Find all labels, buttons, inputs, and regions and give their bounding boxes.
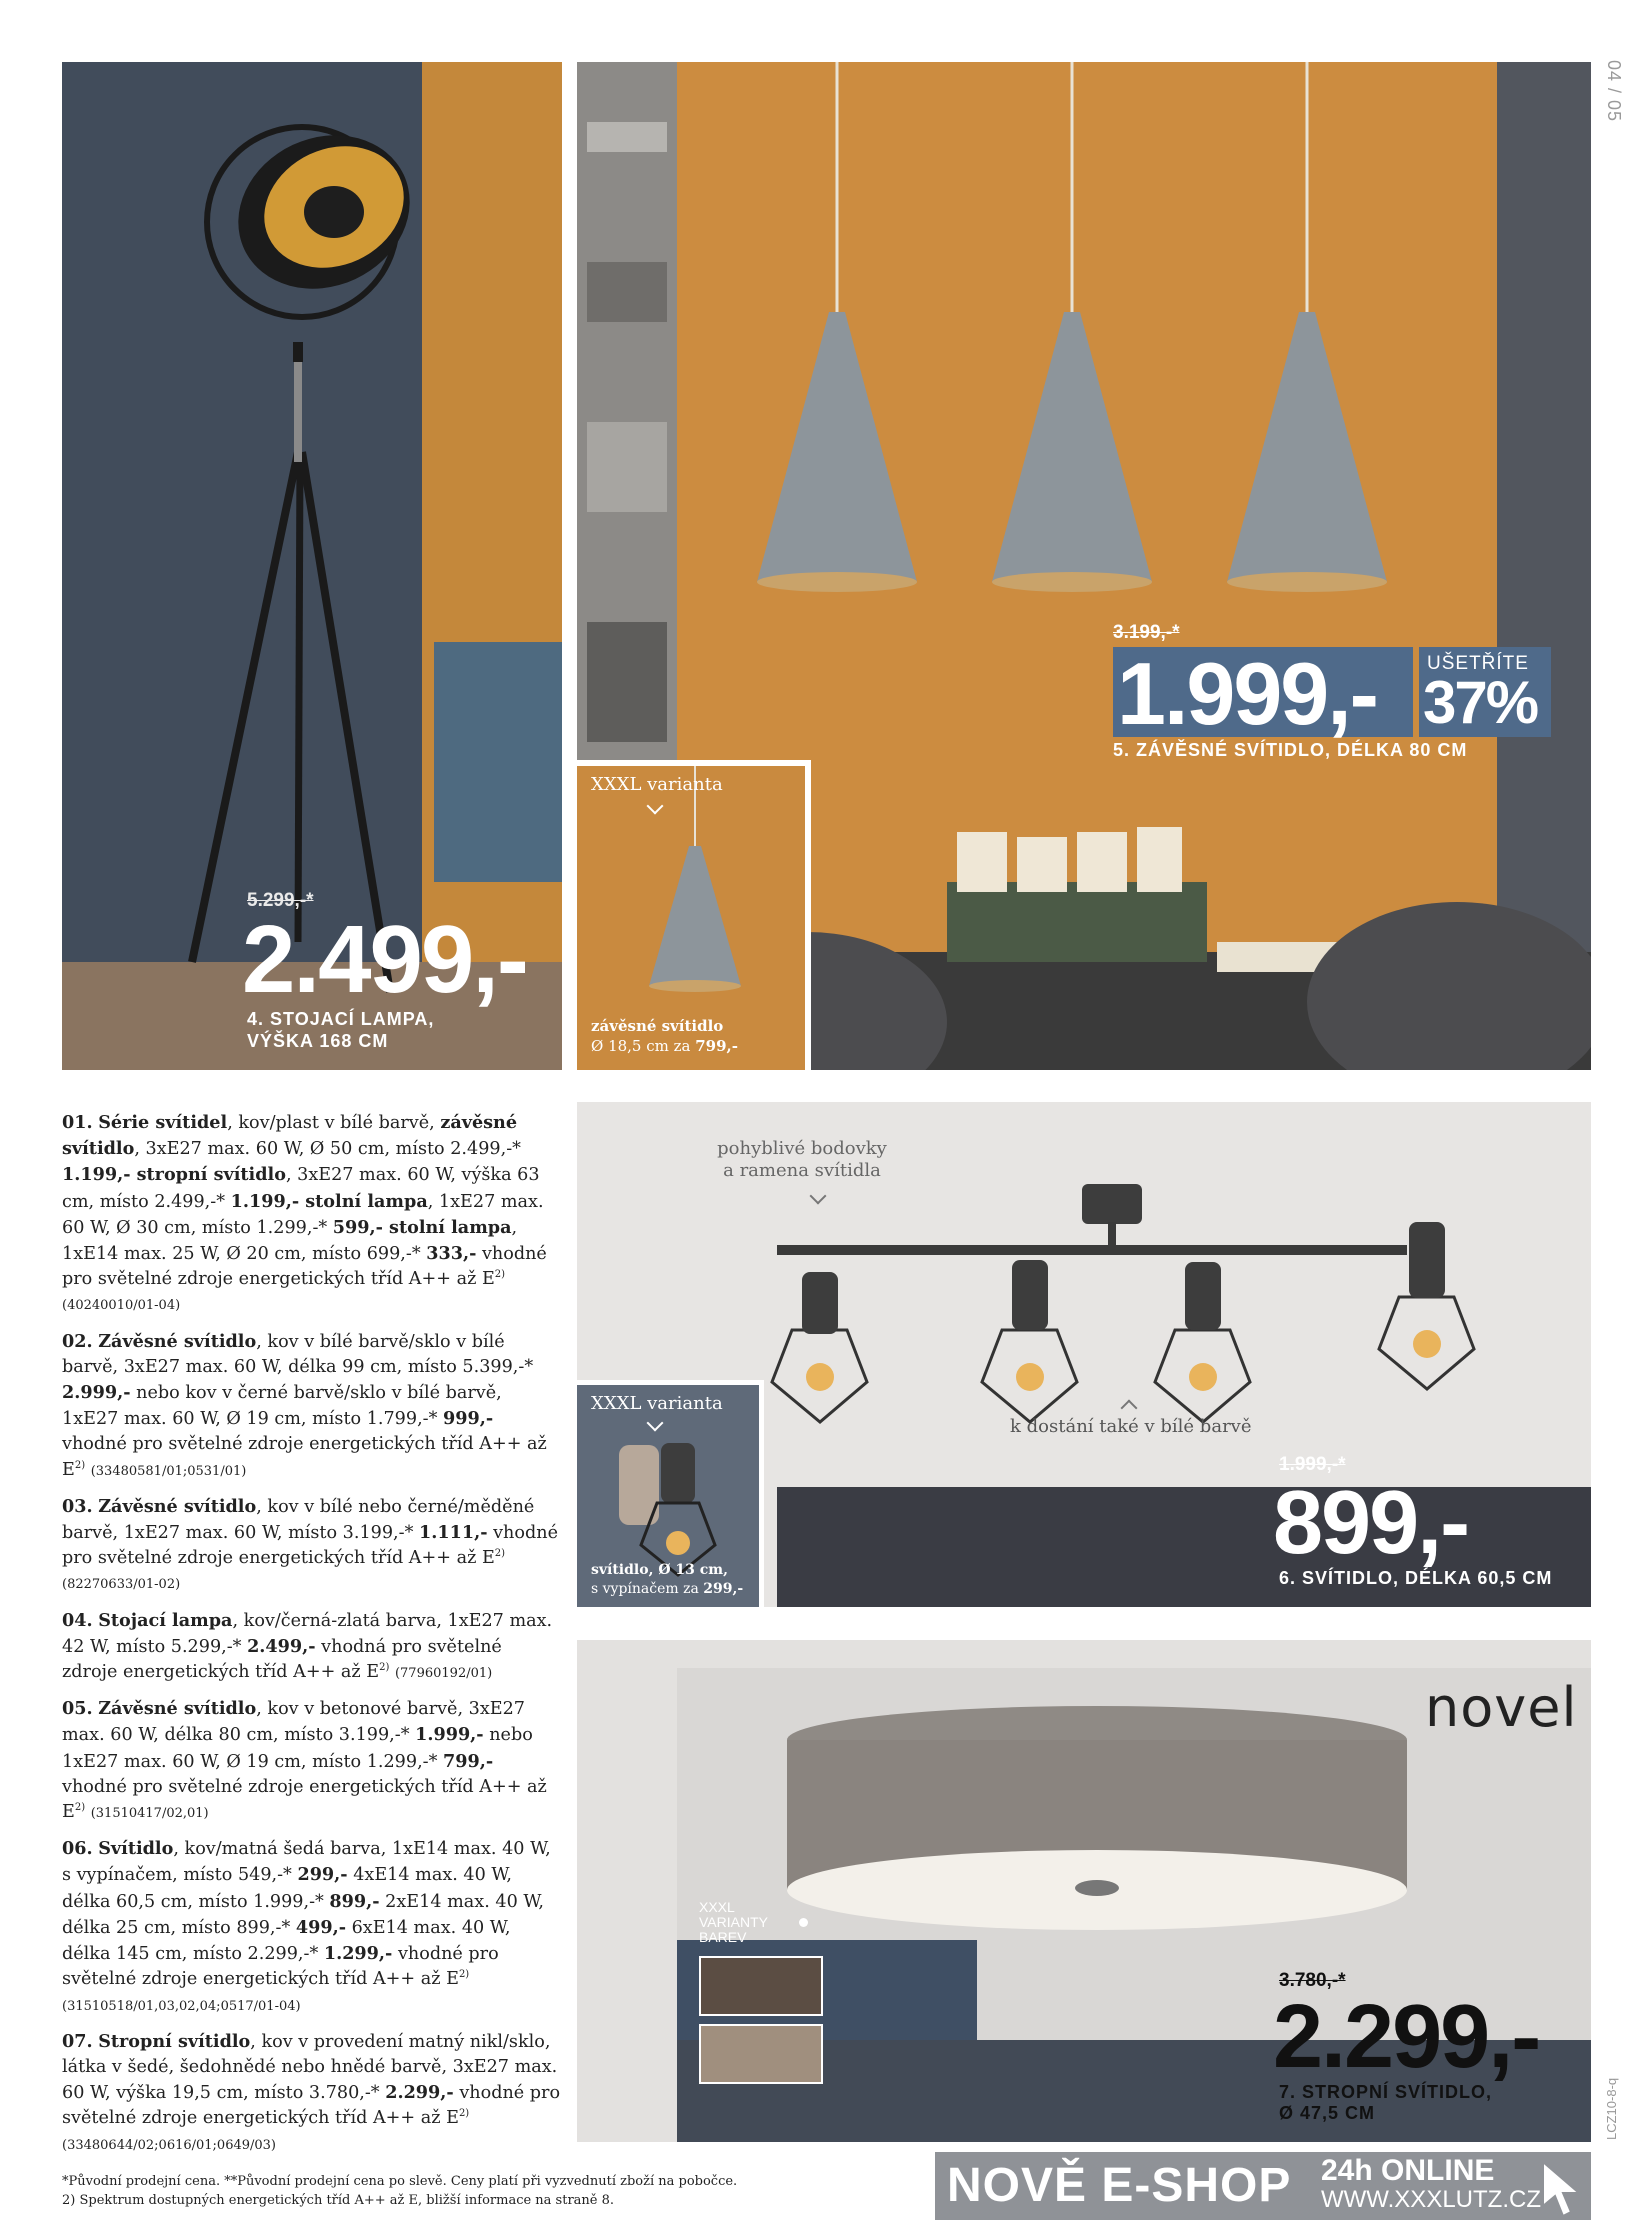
color-variants — [699, 1900, 827, 2080]
description-01: 01. Série svítidel, kov/plast v bílé barvě, závěsné svítidlo, 3xE27 max. 60 W, Ø 50 cm, místo 2.499,-* 1.199,- stropní svítidlo, 3xE27 max. 60 W, výška 63 cm, místo 2.499,-* 1.199,- stolní lampa, 1xE27 max. 60 W, Ø 30 cm, místo 1.299,-* 599,- stolní lampa, 1xE14 max. 25 W, Ø 20 cm, místo 699,-* 333,- vhodné pro světelné zdroje energetických tříd A++ až $E^{2)}$ (40240010/01-04) — [62, 1112, 547, 1314]
description-05: 05. Závěsné svítidlo, kov v betonové barvě, 3xE27 max. 60 W, délka 80 cm, místo 3.199,-* 1.999,- nebo 1xE27 max. 60 W, Ø 19 cm, místo 1.299,-* 799,- vhodné pro světelné zdroje energetických tříd A++ až $E^{2)}$ (31510417/02,01) — [62, 1698, 547, 1823]
savings-value: 37% — [1423, 669, 1538, 736]
price: 2.299,- — [1273, 1987, 1540, 2087]
eshop-title: NOVĚ E-SHOP — [947, 2159, 1292, 2212]
eshop-banner[interactable] — [935, 2152, 1591, 2220]
price: 2.499,- — [242, 906, 527, 1013]
annotation-movable-spots: pohyblivé bodovky a ramena svítidla — [717, 1138, 887, 1181]
product-panel-ceiling-lamp — [577, 1640, 1591, 2142]
xxxl-variant-inset — [577, 1380, 764, 1607]
xxxl-description: závěsné svítidlo Ø 18,5 cm za 799,- — [591, 1017, 739, 1055]
product-caption: 4. STOJACÍ LAMPA, VÝŠKA 168 CM — [247, 1009, 435, 1051]
description-04: 04. Stojací lampa, kov/černá-zlatá barva, 1xE27 max. 42 W, místo 5.299,-* 2.499,- vhodná pro světelné zdroje energetických tříd A++ až $E^{2)}$ (77960192/01) — [62, 1609, 553, 1683]
old-price: 3.780,-* — [1279, 1970, 1346, 1991]
xxxl-label: XXXL varianta — [591, 1393, 723, 1414]
product-panel-floor-lamp — [62, 62, 562, 1070]
product-caption: 6. SVÍTIDLO, DÉLKA 60,5 CM — [1279, 1568, 1553, 1588]
annotation-white-variant: k dostání také v bílé barvě — [1010, 1416, 1252, 1437]
old-price: 3.199,-* — [1113, 622, 1180, 643]
page-number: 04 / 05 — [1604, 60, 1624, 123]
description-06: 06. Svítidlo, kov/matná šedá barva, 1xE14 max. 40 W, s vypínačem, místo 549,-* 299,- 4xE14 max. 40 W, délka 60,5 cm, místo 1.999,-* 899,- 2xE14 max. 40 W, délka 25 cm, místo 899,-* 499,- 6xE14 max. 40 W, délka 145 cm, místo 2.299,-* 1.299,- vhodné pro světelné zdroje energetických tříd A++ až $E^{2)}$ (31510518/01,03,02,04;0517/01-04) — [62, 1838, 551, 2014]
eshop-online: 24h ONLINE — [1321, 2154, 1495, 2187]
product-descriptions — [62, 1110, 562, 2168]
xxxl-label: XXXL varianta — [591, 774, 723, 795]
product-caption: 7. STROPNÍ SVÍTIDLO, Ø 47,5 CM — [1279, 2082, 1493, 2123]
product-panel-pendant-lamp — [577, 62, 1591, 1070]
brand-logo-novel: novel — [1425, 1676, 1578, 1739]
old-price: 5.299,-* — [247, 890, 314, 911]
xxxl-variant-inset — [577, 760, 811, 1070]
swatch-dark-brown[interactable] — [699, 1956, 823, 2016]
footnotes: *Původní prodejní cena. **Původní prodejní cena po slevě. Ceny platí při vyzvednutí zboží na pobočce. 2) Spektrum dostupných energetických tříd A++ až E, bližší informace na straně 8. — [62, 2174, 738, 2208]
description-07: 07. Stropní svítidlo, kov v provedení matný nikl/sklo, látka v šedé, šedohnědé nebo hnědé barvě, 3xE27 max. 60 W, výška 19,5 cm, místo 3.780,-* 2.299,- vhodné pro světelné zdroje energetických tříd A++ až $E^{2)}$ (33480644/02;0616/01;0649/03) — [62, 2030, 561, 2153]
price: 899,- — [1273, 1473, 1469, 1573]
product-panel-spot-lamp — [577, 1102, 1591, 1607]
side-code: LCZ10-8-q — [1604, 2077, 1619, 2140]
price: 1.999,- — [1117, 644, 1377, 743]
old-price: 1.999,-* — [1279, 1454, 1346, 1475]
swatch-greige[interactable] — [699, 2024, 823, 2084]
description-02: 02. Závěsné svítidlo, kov v bílé barvě/sklo v bílé barvě, 3xE27 max. 60 W, délka 99 cm, místo 5.399,-* 2.999,- nebo kov v černé barvě/sklo v bílé barvě, 1xE27 max. 60 W, Ø 19 cm, místo 1.799,-* 999,- vhodné pro světelné zdroje energetických tříd A++ až $E^{2)}$ (33480581/01;0531/01) — [62, 1330, 547, 1480]
xxxl-description: svítidlo, Ø 13 cm, s vypínačem za 299,- — [591, 1562, 744, 1597]
eshop-url: WWW.XXXLUTZ.CZ — [1321, 2186, 1541, 2213]
variants-label: XXXL VARIANTY BAREV — [699, 1899, 768, 1945]
cursor-arrow-icon — [1539, 2160, 1587, 2218]
savings-badge — [1419, 647, 1551, 737]
dot-icon — [799, 1918, 808, 1927]
savings-label: UŠETŘÍTE — [1427, 653, 1529, 674]
product-caption: 5. ZÁVĚSNÉ SVÍTIDLO, DÉLKA 80 CM — [1113, 740, 1468, 760]
description-03: 03. Závěsné svítidlo, kov v bílé nebo černé/měděné barvě, 1xE27 max. 60 W, místo 3.199,-* 1.111,- vhodné pro světelné zdroje energetických tříd A++ až $E^{2)}$ (82270633/01-02) — [62, 1495, 558, 1593]
